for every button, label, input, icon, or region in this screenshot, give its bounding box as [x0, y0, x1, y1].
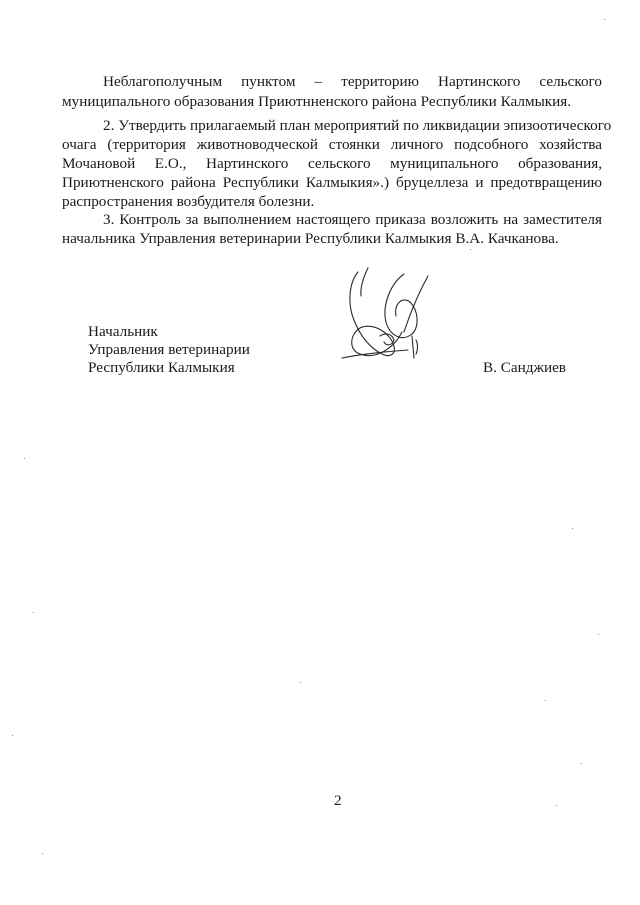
scan-speck	[24, 458, 25, 459]
body-line-8: 3. Контроль за выполнением настоящего приказа возложить на заместителя	[103, 211, 602, 228]
signature-position-line-3: Республики Калмыкия	[88, 359, 235, 376]
scan-speck	[33, 612, 34, 613]
body-line-4: очага (территория животноводческой стоянки личного подсобного хозяйства	[62, 136, 602, 153]
handwritten-signature	[330, 262, 450, 372]
signatory-name: В. Санджиев	[483, 359, 566, 376]
scan-speck	[556, 805, 557, 806]
body-line-2: муниципального образования Приютнненского района Республики Калмыкия.	[62, 93, 572, 110]
body-line-3: 2. Утвердить прилагаемый план мероприятий по ликвидации эпизоотического	[103, 117, 612, 134]
scan-speck	[12, 735, 13, 736]
scan-speck	[572, 528, 573, 529]
scan-speck	[300, 682, 301, 683]
signature-position-line-1: Начальник	[88, 323, 158, 340]
scan-speck	[598, 634, 599, 635]
body-line-5: Мочановой Е.О., Нартинского сельского муниципального образования,	[62, 155, 602, 172]
scan-speck	[470, 249, 471, 250]
body-line-7: распространения возбудителя болезни.	[62, 193, 315, 210]
scan-speck	[581, 763, 582, 764]
body-line-1: Неблагополучным пунктом – территорию Нартинского сельского	[103, 73, 602, 90]
scan-speck	[545, 700, 546, 701]
scan-speck	[604, 19, 605, 20]
scan-speck	[42, 853, 43, 854]
body-line-9: начальника Управления ветеринарии Республики Калмыкия В.А. Качканова.	[62, 230, 559, 247]
body-line-6: Приютненского района Республики Калмыкия».) бруцеллеза и предотвращению	[62, 174, 602, 191]
signature-position-line-2: Управления ветеринарии	[88, 341, 250, 358]
page-number: 2	[334, 792, 342, 809]
